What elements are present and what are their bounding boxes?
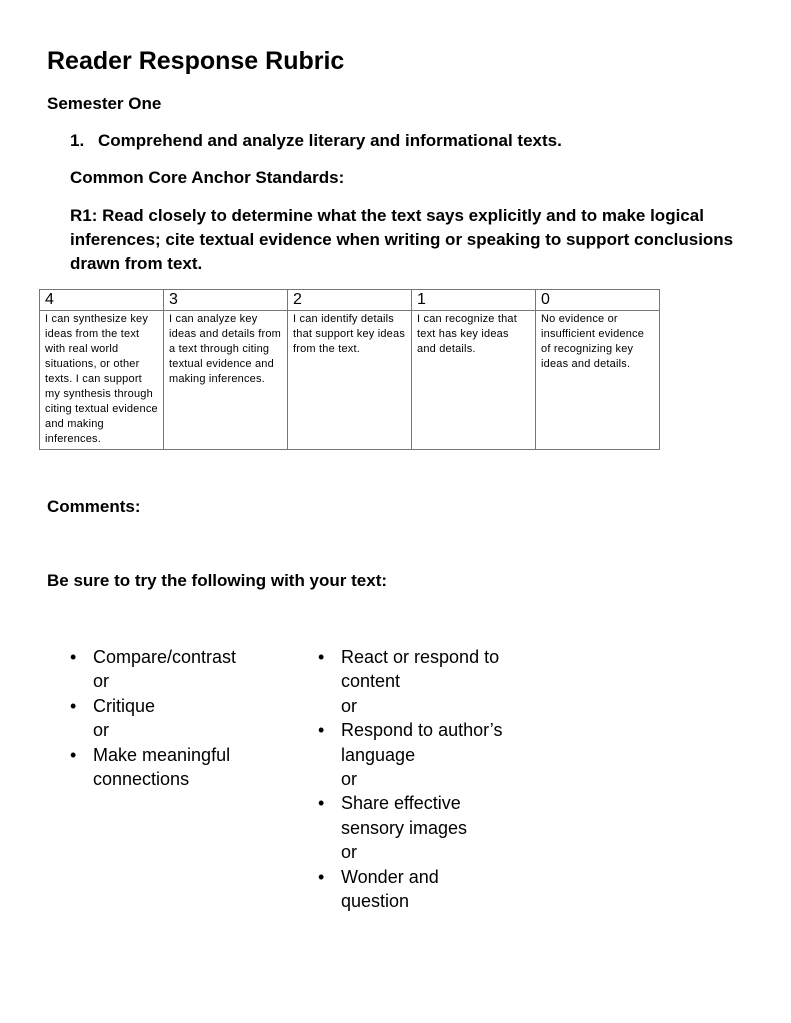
connector-text: or xyxy=(341,695,358,716)
list-item xyxy=(70,743,260,792)
rubric-score-4: 4 xyxy=(40,290,164,311)
goal-number: 1. xyxy=(70,131,85,150)
connector-text: or xyxy=(93,720,110,741)
strategy-text: Compare/contrast xyxy=(93,647,237,667)
list-item xyxy=(318,791,508,864)
bullet-icon: • xyxy=(318,647,325,667)
list-item xyxy=(70,694,260,743)
bullet-icon: • xyxy=(318,866,325,887)
rubric-descriptor-4: I can synthesize key ideas from the text with real world situations, or other texts. I can support my synthesis through citing textual evidence and making inferences. xyxy=(40,311,164,450)
rubric-table xyxy=(39,289,660,450)
connector-text: or xyxy=(341,842,358,863)
bullet-icon: • xyxy=(70,647,77,667)
list-item xyxy=(318,718,508,791)
semester-heading: Semester One xyxy=(47,94,162,113)
rubric-descriptor-0: No evidence or insufficient evidence of recognizing key ideas and details. xyxy=(536,311,660,450)
rubric-header-row xyxy=(40,290,660,311)
rubric-score-0: 0 xyxy=(536,290,660,311)
list-item xyxy=(318,645,508,718)
list-item xyxy=(70,645,260,694)
strategy-text: Respond to author’s language xyxy=(341,720,503,765)
goal-text: Comprehend and analyze literary and informational texts. xyxy=(98,131,562,150)
comments-label: Comments: xyxy=(47,497,141,516)
rubric-descriptor-2: I can identify details that support key ideas from the text. xyxy=(288,311,412,450)
bullet-icon: • xyxy=(70,744,77,765)
page-title: Reader Response Rubric xyxy=(47,47,345,75)
strategy-text: Wonder and question xyxy=(341,866,439,912)
bullet-icon: • xyxy=(70,695,77,716)
strategy-text: React or respond to content xyxy=(341,647,500,692)
try-heading: Be sure to try the following with your text: xyxy=(47,571,388,590)
rubric-score-1: 1 xyxy=(412,290,536,311)
bullet-icon: • xyxy=(318,793,325,814)
connector-text: or xyxy=(341,769,358,790)
rubric-descriptor-row xyxy=(40,311,660,450)
rubric-descriptor-3: I can analyze key ideas and details from a text through citing textual evidence and making inferences. xyxy=(164,311,288,450)
right-strategy-list xyxy=(318,645,508,913)
standard-r1: R1: Read closely to determine what the text says explicitly and to make logical inferences; cite textual evidence when writing or speaking to support conclusions drawn from text. xyxy=(70,206,734,273)
goal-item xyxy=(70,131,562,151)
strategy-text: Share effective sensory images xyxy=(341,793,468,838)
strategy-text: Make meaningful connections xyxy=(93,744,231,790)
anchor-standards-heading: Common Core Anchor Standards: xyxy=(70,168,345,187)
rubric-score-2: 2 xyxy=(288,290,412,311)
bullet-icon: • xyxy=(318,720,325,741)
rubric-score-3: 3 xyxy=(164,290,288,311)
list-item xyxy=(318,865,508,914)
rubric-descriptor-1: I can recognize that text has key ideas and details. xyxy=(412,311,536,450)
connector-text: or xyxy=(93,671,110,692)
left-strategy-list xyxy=(70,645,260,791)
strategy-text: Critique xyxy=(93,695,156,716)
